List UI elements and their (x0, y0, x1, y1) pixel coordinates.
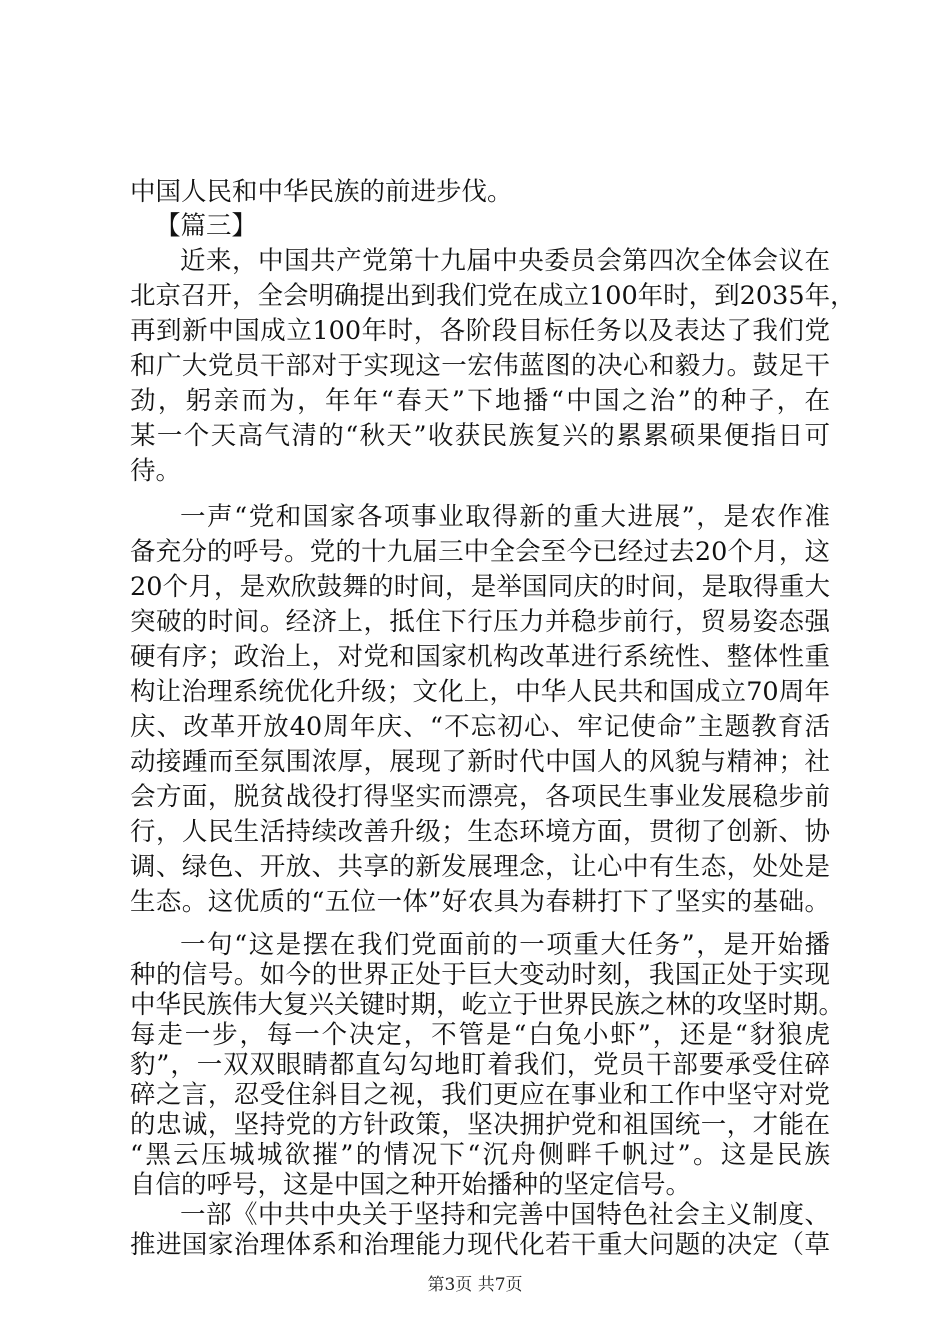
text-line: 的忠诚，坚持党的方针政策，坚决拥护党和祖国统一，才能在 (130, 1110, 830, 1140)
text-line: 中国人民和中华民族的前进步伐。 (130, 177, 513, 207)
text-line: 再到新中国成立100年时，各阶段目标任务以及表达了我们党 (130, 316, 830, 346)
text-line: 硬有序；政治上，对党和国家机构改革进行系统性、整体性重 (130, 642, 830, 672)
text-line: 近来，中国共产党第十九届中央委员会第四次全体会议在 (180, 246, 830, 276)
section-heading: 【篇三】 (155, 211, 258, 241)
text-line: 调、绿色、开放、共享的新发展理念，让心中有生态，处处是 (130, 852, 830, 882)
text-line: 中华民族伟大复兴关键时期，屹立于世界民族之林的攻坚时期。 (130, 990, 845, 1020)
text-line: 每走一步，每一个决定，不管是“白兔小虾”，还是“豺狼虎 (130, 1020, 830, 1050)
text-line: 劲，躬亲而为，年年“春天”下地播“中国之治”的种子，在 (130, 386, 830, 416)
text-line: 一部《中共中央关于坚持和完善中国特色社会主义制度、 (180, 1200, 830, 1230)
text-line: 会方面，脱贫战役打得坚实而漂亮，各项民生事业发展稳步前 (130, 782, 830, 812)
text-line: 庆、改革开放40周年庆、“不忘初心、牢记使命”主题教育活 (130, 712, 830, 742)
text-line: 20个月，是欢欣鼓舞的时间，是举国同庆的时间，是取得重大 (130, 572, 830, 602)
text-line: 北京召开，全会明确提出到我们党在成立100年时，到2035年， (130, 281, 856, 311)
text-line: 待。 (130, 456, 182, 486)
text-line: “黑云压城城欲摧”的情况下“沉舟侧畔千帆过”。这是民族 (130, 1140, 830, 1170)
page-footer: 第3页 共7页 (427, 1275, 523, 1295)
text-line: 一声“党和国家各项事业取得新的重大进展”，是农作准 (180, 502, 830, 532)
text-line: 推进国家治理体系和治理能力现代化若干重大问题的决定（草 (130, 1230, 830, 1260)
text-line: 和广大党员干部对于实现这一宏伟蓝图的决心和毅力。鼓足干 (130, 351, 830, 381)
text-line: 构让治理系统优化升级；文化上，中华人民共和国成立70周年 (130, 677, 830, 707)
text-line: 行，人民生活持续改善升级；生态环境方面，贯彻了创新、协 (130, 817, 830, 847)
text-line: 碎之言，忍受住斜目之视，我们更应在事业和工作中坚守对党 (130, 1080, 830, 1110)
text-line: 某一个天高气清的“秋天”收获民族复兴的累累硕果便指日可 (130, 421, 830, 451)
text-line: 动接踵而至氛围浓厚，展现了新时代中国人的风貌与精神；社 (130, 747, 830, 777)
text-line: 种的信号。如今的世界正处于巨大变动时刻，我国正处于实现 (130, 960, 830, 990)
text-line: 豹”，一双双眼睛都直勾勾地盯着我们，党员干部要承受住碎 (130, 1050, 830, 1080)
text-line: 突破的时间。经济上，抵住下行压力并稳步前行，贸易姿态强 (130, 607, 830, 637)
text-line: 一句“这是摆在我们党面前的一项重大任务”，是开始播 (180, 930, 830, 960)
text-line: 自信的呼号，这是中国之种开始播种的坚定信号。 (130, 1170, 692, 1200)
text-line: 生态。这优质的“五位一体”好农具为春耕打下了坚实的基础。 (130, 887, 830, 917)
text-line: 备充分的呼号。党的十九届三中全会至今已经过去20个月，这 (130, 537, 830, 567)
